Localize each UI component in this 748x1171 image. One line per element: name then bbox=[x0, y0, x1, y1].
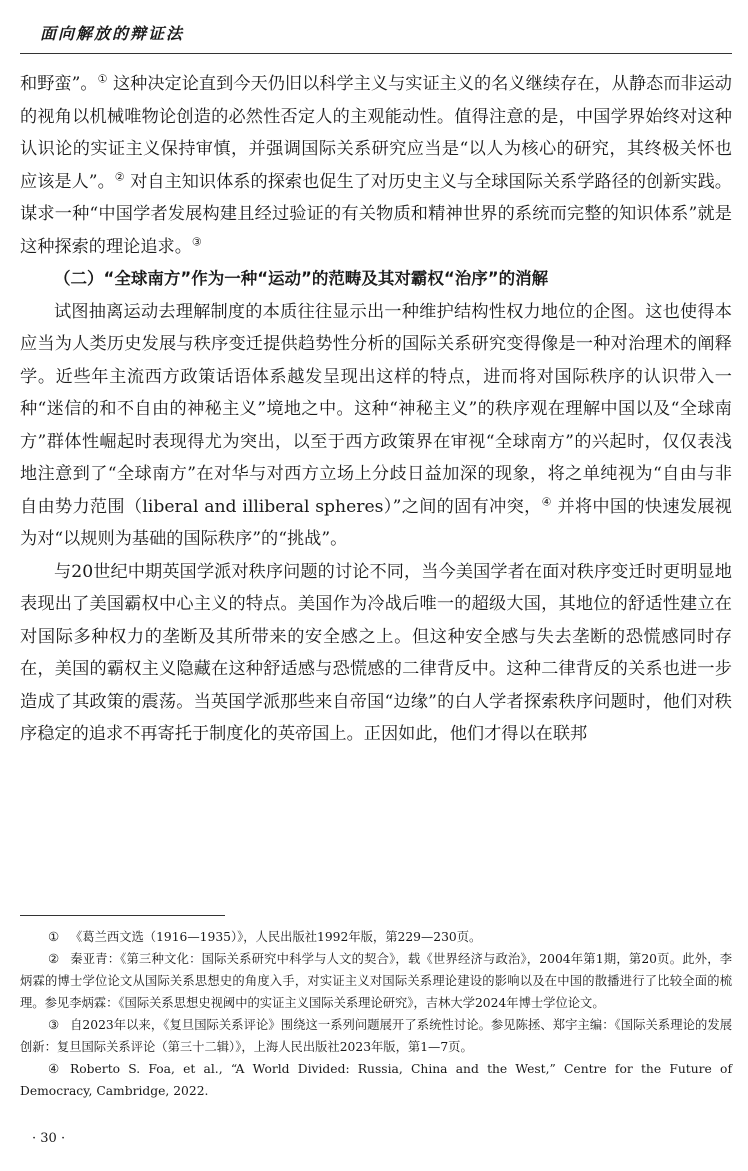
paragraph-2 bbox=[20, 296, 732, 556]
footnotes bbox=[20, 926, 732, 1102]
paragraph-1 bbox=[20, 68, 732, 263]
footnote-1 bbox=[20, 926, 732, 948]
section-heading: （二）“全球南方”作为一种“运动”的范畴及其对霸权“治序”的消解 bbox=[54, 269, 549, 288]
footnote-4 bbox=[20, 1058, 732, 1102]
page-number: · 30 · bbox=[32, 1131, 66, 1146]
p1-text-b: 这种决定论直到今天仍旧以科学主义与实证主义的名义继续存在，从静态而非运动的视角以机械唯物论创造的必然性否定人的主观能动性。值得注意的是，中国学界始终对这种认识论的实证主义保持审慎，并强调国际关系研究应当是“以人为核心的研究，其终极关怀也应该是人”。 bbox=[20, 74, 732, 192]
footnote-mark: ④ bbox=[48, 1062, 60, 1076]
footnote-3 bbox=[20, 1014, 732, 1058]
p2-text-b: 并将中国的快速发展视为对“以规则为基础的国际秩序”的“挑战”。 bbox=[20, 496, 732, 549]
footnote-ref-2[interactable]: ② bbox=[114, 169, 125, 183]
footnote-mark: ① bbox=[48, 930, 60, 944]
paragraph-3: 与20世纪中期英国学派对秩序问题的讨论不同，当今美国学者在面对秩序变迁时更明显地表现出了美国霸权中心主义的特点。美国作为冷战后唯一的超级大国，其地位的舒适性建立在对国际多种权力的垄断及其所带来的安全感之上。但这种安全感与失去垄断的恐慌感同时存在，美国的霸权主义隐藏在这种舒适感与恐慌感的二律背反中。这种二律背反的关系也进一步造成了其政策的震荡。当英国学派那些来自帝国“边缘”的白人学者探索秩序问题时，他们对秩序稳定的追求不再寄托于制度化的英帝国上。正因如此，他们才得以在联邦 bbox=[20, 561, 732, 744]
footnote-ref-4[interactable]: ④ bbox=[541, 494, 552, 508]
main-text bbox=[20, 68, 732, 751]
footnote-mark: ③ bbox=[48, 1018, 60, 1032]
footnote-text: 秦亚青：《第三种文化：国际关系研究中科学与人文的契合》，载《世界经济与政治》，2004年第1期，第20页。此外，李炳霖的博士学位论文从国际关系思想史的角度入手，对实证主义对国际关系理论建设的影响以及在中国的散播进行了比较全面的梳理。参见李炳霖：《国际关系思想史视阈中的实证主义国际关系理论研究》，吉林大学2024年博士学位论文。 bbox=[20, 952, 732, 1010]
header-rule bbox=[20, 53, 732, 54]
footnote-mark: ② bbox=[48, 952, 60, 966]
p2-text-a: 试图抽离运动去理解制度的本质往往显示出一种维护结构性权力地位的企图。这也使得本应当为人类历史发展与秩序变迁提供趋势性分析的国际关系研究变得像是一种对治理术的阐释学。近些年主流西方政策话语体系越发呈现出这样的特点，进而将对国际秩序的认识带入一种“迷信的和不自由的神秘主义”境地之中。这种“神秘主义”的秩序观在理解中国以及“全球南方”群体性崛起时表现得尤为突出，以至于西方政策界在审视“全球南方”的兴起时，仅仅表浅地注意到了“全球南方”在对华与对西方立场上分歧日益加深的现象，将之单纯视为“自由与非自由势力范围（liberal and illiberal spheres）”之间的固有冲突， bbox=[20, 301, 732, 517]
footnote-text: 《葛兰西文选（1916—1935）》，人民出版社1992年版，第229—230页。 bbox=[70, 930, 482, 944]
footnote-rule bbox=[20, 915, 225, 916]
footnote-2 bbox=[20, 948, 732, 1014]
p1-text-c: 对自主知识体系的探索也促生了对历史主义与全球国际关系学路径的创新实践。谋求一种“中国学者发展构建且经过验证的有关物质和精神世界的系统而完整的知识体系”就是这种探索的理论追求。 bbox=[20, 171, 732, 257]
footnote-ref-1[interactable]: ① bbox=[97, 72, 108, 86]
running-header-title: 面向解放的辩证法 bbox=[40, 24, 185, 43]
footnote-ref-3[interactable]: ③ bbox=[191, 234, 202, 248]
footnote-text: Roberto S. Foa, et al., “A World Divided: Russia, China and the West,” Centre for the Future of Democracy, Cambridge, 2022. bbox=[20, 1062, 732, 1098]
running-header bbox=[20, 18, 732, 48]
p1-text-a: 和野蛮”。 bbox=[20, 74, 98, 94]
footnote-text: 自2023年以来，《复旦国际关系评论》围绕这一系列问题展开了系统性讨论。参见陈拯、郑宇主编：《国际关系理论的发展创新：复旦国际关系评论（第三十二辑）》，上海人民出版社2023年版，第1—7页。 bbox=[20, 1018, 732, 1054]
